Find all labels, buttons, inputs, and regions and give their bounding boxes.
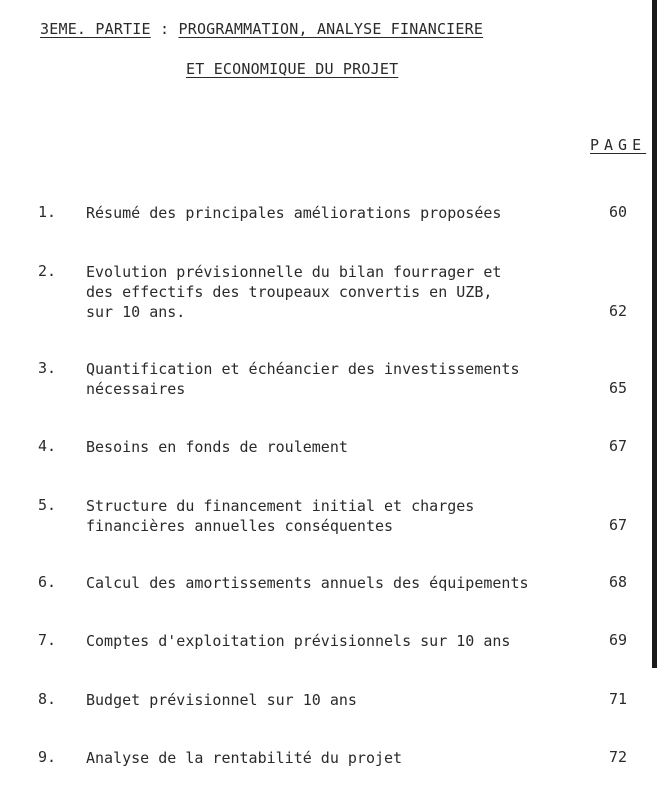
toc-entry-number: 5. (38, 496, 57, 514)
toc-entry-page-number: 72 (608, 748, 627, 766)
part-title-line-1: PROGRAMMATION, ANALYSE FINANCIERE (178, 20, 484, 38)
toc-entry-page-number: 62 (608, 302, 627, 320)
part-heading (40, 20, 483, 38)
scan-edge-shadow (652, 0, 657, 668)
toc-entry-number: 9. (38, 748, 57, 766)
toc-entry-title (86, 748, 402, 768)
toc-entry-title-line: nécessaires (86, 380, 186, 398)
toc-entry-page-number: 68 (608, 573, 627, 591)
toc-entry-title-line: des effectifs des troupeaux convertis en UZB, (86, 283, 493, 301)
toc-entry-number: 4. (38, 437, 57, 455)
toc-entry-title (86, 203, 501, 223)
toc-entry-title-line: financières annuelles conséquentes (86, 517, 394, 535)
part-label: 3EME. PARTIE (40, 20, 151, 38)
toc-entry-title (86, 496, 474, 536)
toc-entry-number: 6. (38, 573, 57, 591)
toc-entry-title (86, 359, 519, 399)
toc-entry-page-number: 69 (608, 631, 627, 649)
toc-entry-number: 2. (38, 262, 57, 280)
toc-entry-page-number: 65 (608, 379, 627, 397)
toc-entry-number: 3. (38, 359, 57, 377)
toc-entry-page-number: 67 (608, 516, 627, 534)
toc-entry-title (86, 631, 510, 651)
toc-entry-title (86, 262, 501, 322)
toc-entry-title-line: Résumé des principales améliorations proposées (86, 204, 502, 222)
part-title-line-2: ET ECONOMIQUE DU PROJET (186, 60, 399, 78)
toc-entry-title-line: Calcul des amortissements annuels des équipements (86, 574, 529, 592)
toc-entry-title-line: Quantification et échéancier des investissements (86, 360, 520, 378)
toc-entry-title (86, 573, 529, 593)
toc-entry-title-line: Analyse de la rentabilité du projet (86, 749, 403, 767)
toc-entry-title (86, 690, 357, 710)
toc-entry-title-line: Budget prévisionnel sur 10 ans (86, 691, 357, 709)
toc-entry-page-number: 71 (608, 690, 627, 708)
toc-entry-title-line: sur 10 ans. (86, 303, 186, 321)
toc-entry-page-number: 60 (608, 203, 627, 221)
toc-entry-title (86, 437, 348, 457)
heading-separator: : (150, 20, 179, 38)
toc-entry-title-line: Evolution prévisionnelle du bilan fourrager et (86, 263, 502, 281)
toc-entry-title-line: Structure du financement initial et charges (86, 497, 475, 515)
toc-entry-number: 7. (38, 631, 57, 649)
part-title-continuation (186, 60, 398, 78)
toc-entry-page-number: 67 (608, 437, 627, 455)
page-column-label: PAGE (590, 136, 647, 154)
toc-entry-title-line: Besoins en fonds de roulement (86, 438, 348, 456)
toc-entry-number: 8. (38, 690, 57, 708)
toc-entry-number: 1. (38, 203, 57, 221)
toc-entry-title-line: Comptes d'exploitation prévisionnels sur 10 ans (86, 632, 511, 650)
